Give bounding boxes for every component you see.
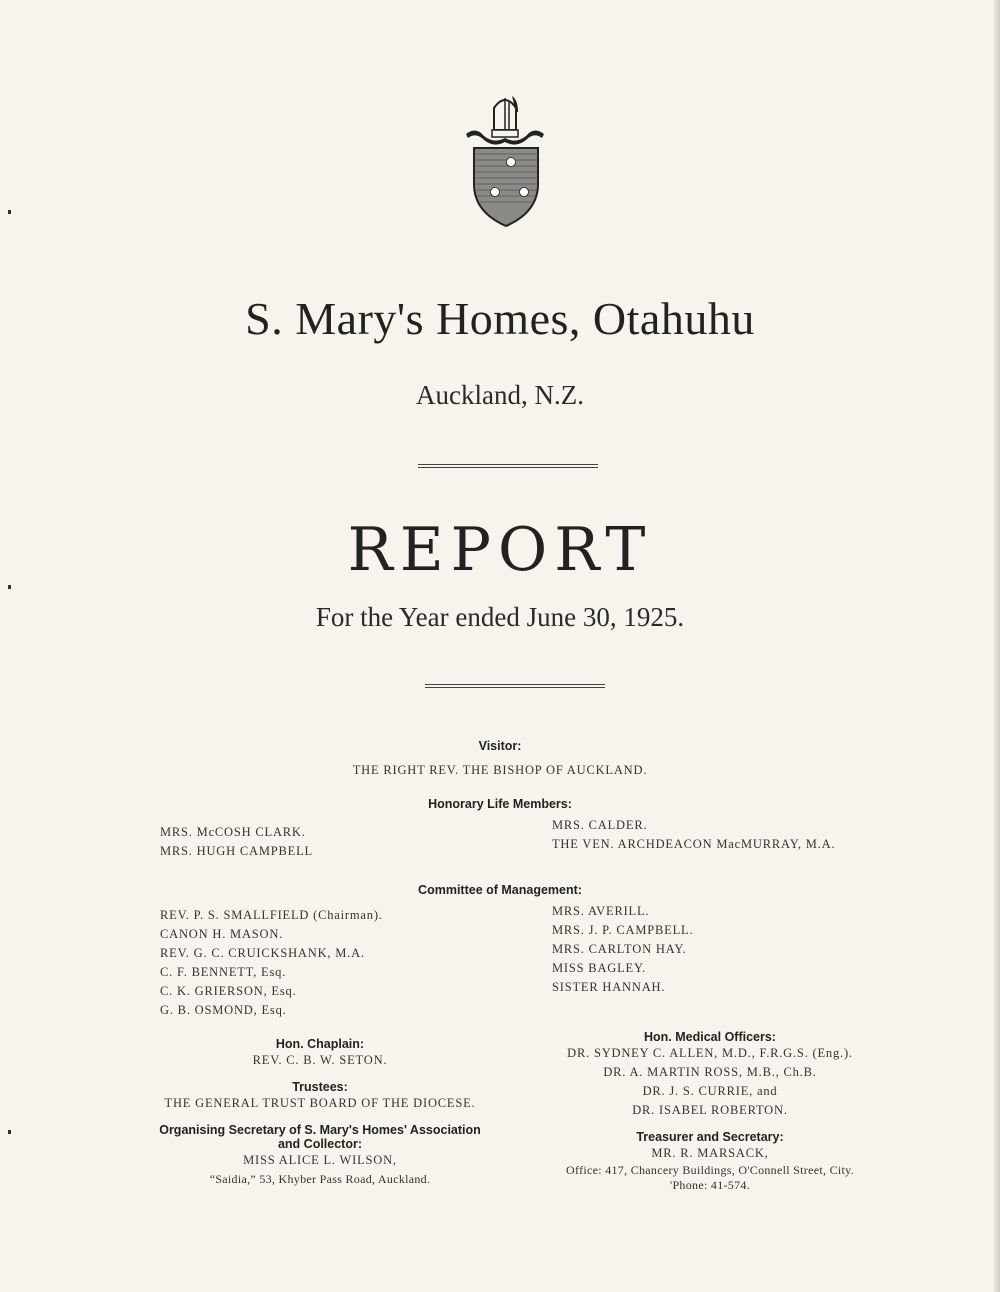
- treasurer-phone: 'Phone: 41-574.: [670, 1178, 750, 1192]
- report-heading: REPORT: [347, 515, 653, 585]
- committee-right: [552, 902, 693, 997]
- member: MISS BAGLEY.: [552, 961, 647, 975]
- chaplain-heading: Hon. Chaplain:: [275, 1037, 365, 1051]
- diocese-crest-icon: [462, 92, 548, 230]
- visitor-name: THE RIGHT REV. THE BISHOP OF AUCKLAND.: [352, 763, 648, 777]
- year-line: For the Year ended June 30, 1925.: [315, 602, 685, 632]
- medical-officer: DR. SYDNEY C. ALLEN, M.D., F.R.G.S. (Eng.).: [567, 1046, 853, 1060]
- divider: [418, 464, 598, 468]
- treasurer-name: MR. R. MARSACK,: [651, 1146, 769, 1160]
- committee-heading: Committee of Management:: [418, 883, 582, 897]
- member: G. B. OSMOND, Esq.: [160, 1003, 287, 1017]
- member: MRS. CALDER.: [552, 818, 648, 832]
- organising-heading: Organising Secretary of S. Mary's Homes' Association: [159, 1123, 481, 1137]
- scan-mark: [8, 210, 11, 214]
- scan-mark: [8, 585, 11, 589]
- page-title: S. Mary's Homes, Otahuhu: [245, 293, 755, 344]
- treasurer-heading: Treasurer and Secretary:: [636, 1130, 784, 1144]
- organising-heading-2: and Collector:: [277, 1137, 363, 1151]
- divider: [425, 684, 605, 688]
- member: MRS. HUGH CAMPBELL: [160, 844, 313, 858]
- member: C. F. BENNETT, Esq.: [160, 965, 287, 979]
- member: MRS. AVERILL.: [552, 904, 650, 918]
- trustees-name: THE GENERAL TRUST BOARD OF THE DIOCESE.: [164, 1096, 476, 1110]
- medical-officer: DR. ISABEL ROBERTON.: [632, 1103, 788, 1117]
- scan-mark: [8, 1130, 11, 1134]
- left-offices: [120, 1037, 520, 1189]
- member: REV. P. S. SMALLFIELD (Chairman).: [160, 908, 383, 922]
- medical-officer: DR. J. S. CURRIE, and: [642, 1084, 778, 1098]
- member: MRS. J. P. CAMPBELL.: [552, 923, 694, 937]
- page-edge: [994, 0, 1000, 1292]
- life-members-heading: Honorary Life Members:: [428, 797, 572, 811]
- life-members-left: [160, 823, 313, 861]
- member: CANON H. MASON.: [160, 927, 284, 941]
- medical-heading: Hon. Medical Officers:: [644, 1030, 776, 1044]
- life-members-right: [552, 816, 835, 854]
- organising-address: “Saidia,” 53, Khyber Pass Road, Auckland.: [209, 1172, 431, 1186]
- member: MRS. McCOSH CLARK.: [160, 825, 306, 839]
- member: REV. G. C. CRUICKSHANK, M.A.: [160, 946, 365, 960]
- organising-name: MISS ALICE L. WILSON,: [243, 1153, 397, 1167]
- medical-officer: DR. A. MARTIN ROSS, M.B., Ch.B.: [603, 1065, 817, 1079]
- visitor-heading: Visitor:: [478, 739, 522, 753]
- member: SISTER HANNAH.: [552, 980, 666, 994]
- committee-left: [160, 906, 383, 1020]
- trustees-heading: Trustees:: [292, 1080, 348, 1094]
- member: THE VEN. ARCHDEACON MacMURRAY, M.A.: [552, 837, 836, 851]
- right-offices: [510, 1030, 910, 1193]
- member: MRS. CARLTON HAY.: [552, 942, 687, 956]
- location: Auckland, N.Z.: [416, 380, 584, 410]
- member: C. K. GRIERSON, Esq.: [160, 984, 297, 998]
- chaplain-name: REV. C. B. W. SETON.: [252, 1053, 388, 1067]
- treasurer-office: Office: 417, Chancery Buildings, O'Connell Street, City.: [566, 1163, 854, 1177]
